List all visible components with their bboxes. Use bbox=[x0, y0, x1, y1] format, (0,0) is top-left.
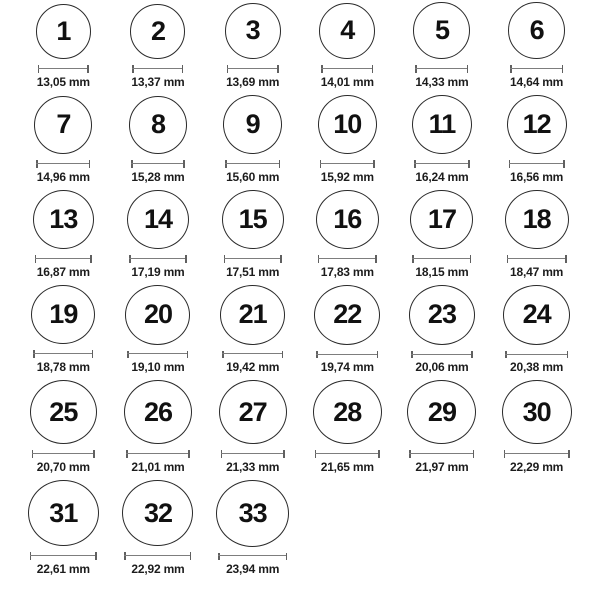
ring-size-item bbox=[300, 0, 395, 95]
ring-diameter-label: 21,33 mm bbox=[226, 459, 280, 474]
measure-bar bbox=[224, 258, 282, 259]
ring-diameter-label: 13,05 mm bbox=[36, 74, 90, 89]
ring-diameter-label: 13,69 mm bbox=[226, 74, 280, 89]
diameter-measure-line bbox=[124, 552, 191, 559]
measure-bar bbox=[38, 68, 89, 69]
diameter-measure-line bbox=[315, 450, 380, 457]
ring-circle bbox=[216, 480, 289, 547]
measure-bar bbox=[509, 163, 565, 164]
measure-bar bbox=[35, 258, 92, 259]
measure-bar bbox=[129, 258, 187, 259]
measure-bar bbox=[131, 163, 185, 164]
ring-size-item bbox=[16, 0, 111, 95]
diameter-measure-line bbox=[412, 255, 471, 263]
ring-size-item bbox=[205, 0, 300, 95]
ring-circle bbox=[122, 480, 193, 546]
diameter-measure-line bbox=[35, 255, 92, 263]
ring-size-number: 27 bbox=[238, 396, 267, 427]
ring-size-number: 18 bbox=[522, 204, 551, 235]
diameter-measure-line bbox=[38, 65, 89, 73]
ring-diameter-label: 13,37 mm bbox=[131, 74, 185, 89]
ring-size-number: 32 bbox=[143, 497, 172, 528]
ring-diameter-label: 17,51 mm bbox=[226, 264, 280, 279]
ring-circle bbox=[410, 190, 473, 249]
ring-size-item bbox=[16, 95, 111, 190]
measure-bar bbox=[504, 453, 570, 454]
diameter-measure-line bbox=[218, 553, 287, 560]
ring-size-item bbox=[395, 190, 490, 285]
ring-diameter-label: 14,33 mm bbox=[415, 74, 469, 89]
measure-bar bbox=[218, 555, 287, 556]
diameter-measure-line bbox=[415, 65, 468, 73]
diameter-measure-line bbox=[36, 160, 90, 168]
ring-size-number: 16 bbox=[333, 204, 362, 235]
ring-diameter-label: 23,94 mm bbox=[226, 561, 280, 576]
ring-diameter-label: 19,42 mm bbox=[226, 359, 280, 374]
ring-diameter-label: 19,10 mm bbox=[131, 359, 185, 374]
ring-size-item bbox=[205, 285, 300, 380]
ring-size-item bbox=[300, 380, 395, 480]
ring-size-item bbox=[111, 285, 206, 380]
measure-bar bbox=[126, 453, 190, 454]
ring-diameter-label: 17,19 mm bbox=[131, 264, 185, 279]
ring-size-item bbox=[489, 95, 584, 190]
ring-diameter-label: 19,74 mm bbox=[320, 359, 374, 374]
ring-size-number: 29 bbox=[427, 396, 456, 427]
ring-size-item bbox=[300, 190, 395, 285]
ring-circle bbox=[222, 190, 284, 249]
ring-size-number: 4 bbox=[340, 15, 355, 46]
measure-bar bbox=[227, 68, 279, 69]
measure-bar bbox=[30, 555, 97, 556]
ring-size-item bbox=[205, 190, 300, 285]
ring-diameter-label: 16,56 mm bbox=[510, 169, 564, 184]
ring-circle bbox=[318, 95, 377, 154]
ring-size-item bbox=[395, 0, 490, 95]
ring-diameter-label: 14,01 mm bbox=[320, 74, 374, 89]
ring-circle bbox=[316, 190, 379, 249]
ring-size-number: 30 bbox=[522, 396, 551, 427]
ring-size-number: 9 bbox=[245, 108, 260, 139]
ring-circle bbox=[413, 2, 470, 59]
ring-circle bbox=[319, 3, 375, 59]
ring-diameter-label: 22,92 mm bbox=[131, 561, 185, 576]
diameter-measure-line bbox=[509, 160, 565, 168]
ring-size-number: 7 bbox=[56, 109, 71, 140]
ring-size-number: 8 bbox=[150, 109, 165, 140]
diameter-measure-line bbox=[127, 351, 188, 358]
diameter-measure-line bbox=[409, 450, 474, 457]
ring-circle bbox=[225, 3, 281, 59]
diameter-measure-line bbox=[32, 450, 95, 458]
ring-circle bbox=[130, 4, 185, 59]
diameter-measure-line bbox=[504, 450, 570, 457]
diameter-measure-line bbox=[411, 351, 473, 358]
diameter-measure-line bbox=[320, 160, 375, 168]
diameter-measure-line bbox=[510, 65, 563, 73]
ring-diameter-label: 21,65 mm bbox=[320, 459, 374, 474]
ring-circle bbox=[503, 285, 570, 345]
ring-diameter-label: 18,47 mm bbox=[510, 264, 564, 279]
ring-size-item bbox=[16, 285, 111, 380]
diameter-measure-line bbox=[126, 450, 190, 458]
ring-size-item bbox=[111, 380, 206, 480]
ring-size-number: 24 bbox=[522, 299, 551, 330]
ring-diameter-label: 18,15 mm bbox=[415, 264, 469, 279]
chart-row bbox=[16, 190, 584, 285]
ring-diameter-label: 20,38 mm bbox=[510, 359, 564, 374]
chart-row bbox=[16, 0, 584, 95]
ring-circle bbox=[313, 380, 382, 444]
ring-diameter-label: 22,29 mm bbox=[510, 459, 564, 474]
measure-bar bbox=[409, 453, 474, 454]
diameter-measure-line bbox=[227, 65, 279, 73]
diameter-measure-line bbox=[131, 160, 185, 168]
chart-row bbox=[16, 380, 584, 480]
ring-circle bbox=[33, 190, 94, 249]
ring-size-number: 1 bbox=[56, 15, 71, 46]
diameter-measure-line bbox=[132, 65, 183, 73]
ring-size-number: 17 bbox=[427, 204, 456, 235]
ring-size-number: 22 bbox=[333, 299, 362, 330]
diameter-measure-line bbox=[318, 255, 377, 263]
ring-size-item bbox=[489, 0, 584, 95]
diameter-measure-line bbox=[33, 350, 93, 357]
chart-row bbox=[16, 95, 584, 190]
ring-diameter-label: 18,78 mm bbox=[36, 359, 90, 374]
ring-size-item bbox=[395, 95, 490, 190]
ring-circle bbox=[36, 4, 91, 59]
measure-bar bbox=[32, 453, 95, 454]
diameter-measure-line bbox=[225, 160, 280, 168]
ring-size-number: 5 bbox=[434, 14, 449, 45]
ring-diameter-label: 15,60 mm bbox=[226, 169, 280, 184]
diameter-measure-line bbox=[505, 351, 568, 358]
ring-size-number: 26 bbox=[143, 396, 172, 427]
measure-bar bbox=[411, 354, 473, 355]
measure-bar bbox=[321, 68, 373, 69]
ring-size-number: 2 bbox=[150, 15, 165, 46]
ring-diameter-label: 20,70 mm bbox=[36, 459, 90, 474]
ring-circle bbox=[220, 285, 285, 345]
ring-size-item bbox=[111, 0, 206, 95]
diameter-measure-line bbox=[129, 255, 187, 263]
ring-circle bbox=[223, 95, 282, 154]
diameter-measure-line bbox=[321, 65, 373, 73]
ring-diameter-label: 16,87 mm bbox=[36, 264, 90, 279]
ring-circle bbox=[502, 380, 572, 444]
diameter-measure-line bbox=[221, 450, 285, 458]
ring-size-number: 3 bbox=[245, 15, 260, 46]
ring-size-item bbox=[489, 380, 584, 480]
measure-bar bbox=[320, 163, 375, 164]
ring-diameter-label: 15,28 mm bbox=[131, 169, 185, 184]
ring-circle bbox=[507, 95, 567, 154]
ring-circle bbox=[505, 190, 569, 249]
ring-size-number: 28 bbox=[333, 396, 362, 427]
diameter-measure-line bbox=[316, 351, 378, 358]
ring-size-number: 6 bbox=[529, 14, 544, 45]
ring-size-item bbox=[395, 380, 490, 480]
measure-bar bbox=[132, 68, 183, 69]
ring-circle bbox=[219, 380, 287, 444]
ring-diameter-label: 16,24 mm bbox=[415, 169, 469, 184]
ring-diameter-label: 14,64 mm bbox=[510, 74, 564, 89]
measure-bar bbox=[36, 163, 90, 164]
measure-bar bbox=[415, 68, 468, 69]
ring-size-number: 13 bbox=[49, 204, 78, 235]
ring-diameter-label: 15,92 mm bbox=[320, 169, 374, 184]
ring-circle bbox=[125, 285, 190, 345]
ring-size-number: 10 bbox=[333, 108, 362, 139]
ring-diameter-label: 21,97 mm bbox=[415, 459, 469, 474]
ring-size-item bbox=[111, 190, 206, 285]
diameter-measure-line bbox=[30, 552, 97, 559]
ring-size-number: 21 bbox=[238, 299, 267, 330]
ring-size-number: 15 bbox=[238, 204, 267, 235]
ring-size-item bbox=[16, 190, 111, 285]
chart-row bbox=[16, 285, 584, 380]
ring-size-item bbox=[489, 190, 584, 285]
measure-bar bbox=[222, 353, 283, 354]
measure-bar bbox=[414, 163, 470, 164]
ring-size-number: 23 bbox=[427, 299, 456, 330]
measure-bar bbox=[505, 354, 568, 355]
ring-circle bbox=[30, 380, 97, 444]
ring-size-item bbox=[395, 285, 490, 380]
ring-size-item bbox=[16, 480, 111, 600]
ring-circle bbox=[412, 95, 472, 154]
ring-diameter-label: 17,83 mm bbox=[320, 264, 374, 279]
ring-size-item bbox=[205, 380, 300, 480]
diameter-measure-line bbox=[507, 255, 567, 262]
ring-circle bbox=[124, 380, 192, 444]
ring-circle bbox=[28, 480, 99, 546]
measure-bar bbox=[318, 258, 377, 259]
measure-bar bbox=[225, 163, 280, 164]
measure-bar bbox=[510, 68, 563, 69]
measure-bar bbox=[127, 353, 188, 354]
ring-circle bbox=[31, 285, 95, 344]
ring-circle bbox=[314, 285, 380, 345]
ring-circle bbox=[129, 96, 187, 154]
measure-bar bbox=[507, 258, 567, 259]
measure-bar bbox=[33, 353, 93, 354]
ring-size-number: 20 bbox=[143, 299, 172, 330]
measure-bar bbox=[315, 453, 380, 454]
measure-bar bbox=[221, 453, 285, 454]
ring-size-item bbox=[300, 285, 395, 380]
ring-diameter-label: 14,96 mm bbox=[36, 169, 90, 184]
chart-row bbox=[16, 480, 584, 600]
ring-circle bbox=[127, 190, 189, 249]
diameter-measure-line bbox=[222, 351, 283, 358]
ring-circle bbox=[34, 96, 92, 154]
ring-circle bbox=[407, 380, 476, 444]
ring-size-number: 14 bbox=[143, 204, 172, 235]
ring-size-item bbox=[16, 380, 111, 480]
measure-bar bbox=[412, 258, 471, 259]
ring-circle bbox=[508, 2, 565, 59]
ring-circle bbox=[409, 285, 475, 345]
measure-bar bbox=[316, 354, 378, 355]
ring-size-number: 19 bbox=[49, 299, 78, 330]
ring-diameter-label: 21,01 mm bbox=[131, 459, 185, 474]
ring-size-item bbox=[205, 480, 300, 600]
diameter-measure-line bbox=[414, 160, 470, 168]
ring-size-number: 11 bbox=[428, 108, 456, 139]
ring-diameter-label: 20,06 mm bbox=[415, 359, 469, 374]
ring-size-number: 25 bbox=[49, 396, 78, 427]
diameter-measure-line bbox=[224, 255, 282, 263]
ring-size-item bbox=[489, 285, 584, 380]
ring-diameter-label: 22,61 mm bbox=[36, 561, 90, 576]
ring-size-item bbox=[111, 480, 206, 600]
measure-bar bbox=[124, 555, 191, 556]
ring-size-number: 31 bbox=[49, 497, 78, 528]
ring-size-item bbox=[205, 95, 300, 190]
ring-size-item bbox=[111, 95, 206, 190]
ring-size-item bbox=[300, 95, 395, 190]
ring-size-number: 12 bbox=[522, 108, 551, 139]
ring-size-number: 33 bbox=[238, 497, 267, 528]
